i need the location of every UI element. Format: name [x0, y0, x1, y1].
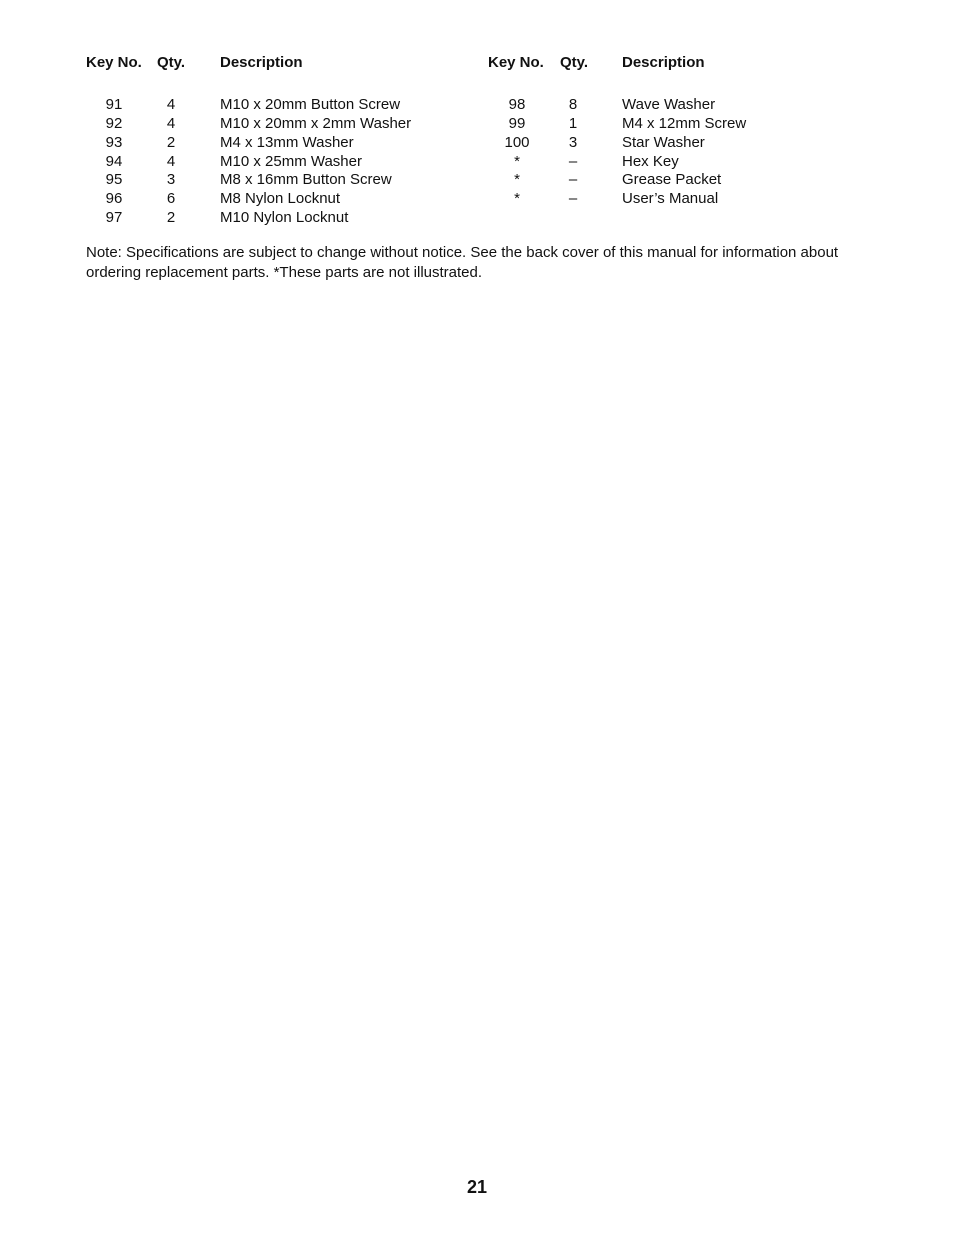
part-description: M10 Nylon Locknut [220, 209, 349, 226]
part-quantity: 2 [166, 209, 176, 226]
part-description: M10 x 25mm Washer [220, 153, 362, 170]
part-quantity: – [568, 171, 578, 188]
part-description: Hex Key [622, 153, 679, 170]
part-key-number: 99 [508, 115, 526, 132]
header-key-no-left: Key No. [86, 54, 142, 71]
part-description: Wave Washer [622, 96, 716, 113]
part-key-number: * [514, 171, 520, 188]
header-description-left: Description [220, 54, 303, 71]
part-quantity: 1 [568, 115, 578, 132]
part-key-number: 96 [105, 190, 123, 207]
header-qty-left: Qty. [157, 54, 186, 71]
part-description: M4 x 12mm Screw [622, 115, 747, 132]
part-key-number: 94 [105, 153, 123, 170]
parts-list-table [0, 0, 954, 240]
part-description: M8 Nylon Locknut [220, 190, 341, 207]
part-quantity: 6 [166, 190, 176, 207]
part-description: Grease Packet [622, 171, 722, 188]
part-description: M10 x 20mm x 2mm Washer [220, 115, 412, 132]
header-description-right: Description [622, 54, 705, 71]
part-description: M4 x 13mm Washer [220, 134, 354, 151]
part-key-number: 91 [105, 96, 123, 113]
page-number: 21 [466, 1177, 488, 1197]
part-key-number: 100 [504, 134, 530, 151]
part-quantity: – [568, 153, 578, 170]
part-quantity: 8 [568, 96, 578, 113]
header-key-no-right: Key No. [488, 54, 544, 71]
part-quantity: 4 [166, 115, 176, 132]
header-qty-right: Qty. [560, 54, 589, 71]
part-key-number: 93 [105, 134, 123, 151]
part-description: User’s Manual [622, 190, 719, 207]
part-key-number: 97 [105, 209, 123, 226]
part-key-number: * [514, 153, 520, 170]
part-description: M8 x 16mm Button Screw [220, 171, 392, 188]
part-quantity: 3 [166, 171, 176, 188]
part-description: Star Washer [622, 134, 705, 151]
part-quantity: 2 [166, 134, 176, 151]
part-quantity: – [568, 190, 578, 207]
part-description: M10 x 20mm Button Screw [220, 96, 401, 113]
part-key-number: 98 [508, 96, 526, 113]
part-quantity: 4 [166, 96, 176, 113]
part-key-number: 92 [105, 115, 123, 132]
part-key-number: 95 [105, 171, 123, 188]
part-key-number: * [514, 190, 520, 207]
part-quantity: 4 [166, 153, 176, 170]
part-quantity: 3 [568, 134, 578, 151]
specifications-note: Note: Specifications are subject to change without notice. See the back cover of this manual for information about ordering replacement parts. *These parts are not illustrated. [86, 244, 839, 281]
